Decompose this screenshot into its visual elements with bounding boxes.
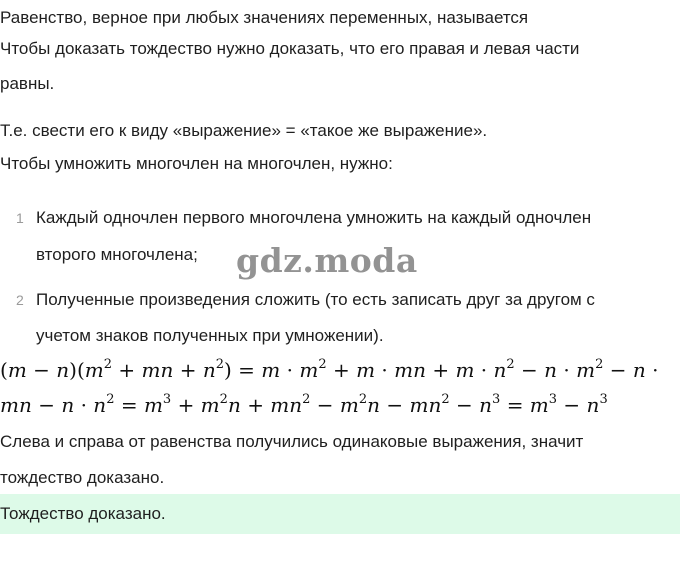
paragraph-proof-line-1: Чтобы доказать тождество нужно доказать, что его правая и левая части <box>0 39 580 58</box>
list-item-1-line-2: второго многочлена; <box>36 245 198 264</box>
conclusion-line-1: Слева и справа от равенства получились одинаковые выражения, значит <box>0 432 584 451</box>
list-item-1-line-1: Каждый одночлен первого многочлена умножить на каждый одночлен <box>36 208 592 227</box>
answer-box <box>0 494 680 534</box>
formula-line-2: mn − $n \cdot n^2 = m^3 + m^2n + mn^2 - m^2n - mn^2 - n^3 = m^3 - n^3$ <box>0 392 608 417</box>
answer-text: Тождество доказано. <box>0 504 166 523</box>
conclusion-line-2: тождество доказано. <box>0 468 165 487</box>
list-number-2: 2 <box>16 292 24 308</box>
paragraph-proof-line-2: равны. <box>0 74 55 93</box>
paragraph-definition: Равенство, верное при любых значениях переменных, называется <box>0 8 529 27</box>
paragraph-reduce: Т.е. свести его к виду «выражение» = «такое же выражение». <box>0 121 488 140</box>
list-item-2-line-1: Полученные произведения сложить (то есть записать друг за другом с <box>36 290 595 309</box>
formula-line-1: $(m - n)(m^2$ + mn + $n^2) = m \cdot m^2 + m$ · mn + $m \cdot n^2 - n \cdot m^2 - n$ · <box>0 357 659 382</box>
watermark-logo: gdz.moda <box>236 241 418 280</box>
paragraph-multiply-intro: Чтобы умножить многочлен на многочлен, нужно: <box>0 154 393 173</box>
list-item-2-line-2: учетом знаков полученных при умножении). <box>36 326 384 345</box>
list-number-1: 1 <box>16 210 24 226</box>
